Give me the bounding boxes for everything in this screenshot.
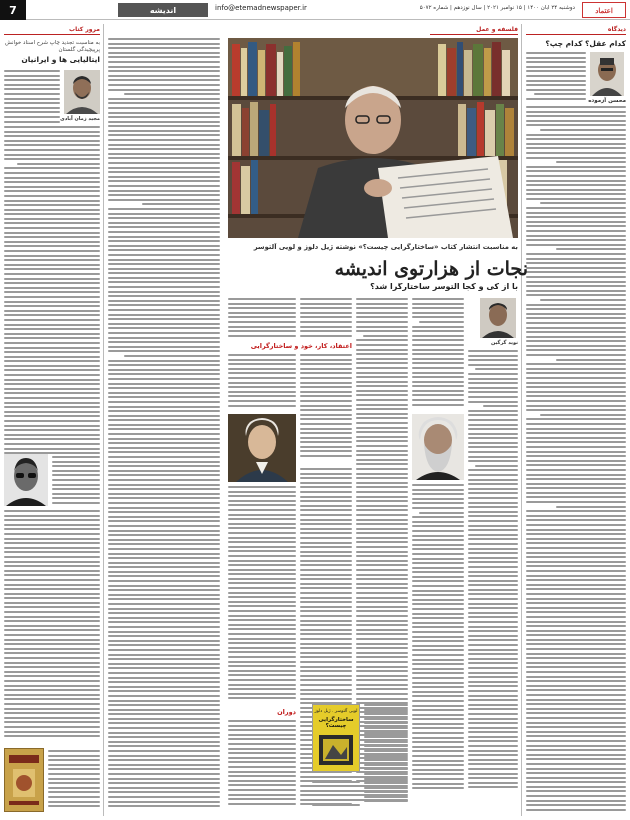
main-text bbox=[468, 350, 518, 810]
left-book-cover bbox=[4, 748, 44, 812]
left-column-text bbox=[48, 750, 100, 812]
page-number: 7 bbox=[0, 0, 26, 20]
left-author-photo bbox=[64, 70, 100, 114]
byline: نوید گرگین bbox=[491, 340, 518, 346]
column-divider bbox=[521, 24, 522, 816]
marx-photo bbox=[412, 414, 464, 480]
main-text bbox=[228, 354, 296, 412]
book-cover-author: لویی آلتوسر . ژیل دلوز bbox=[314, 709, 358, 714]
kant-portrait bbox=[228, 414, 296, 482]
left-column-author: مجید زمان آبادی bbox=[60, 116, 100, 122]
newspaper-logo: اعتماد bbox=[582, 2, 626, 18]
main-text bbox=[312, 776, 360, 810]
main-text bbox=[300, 298, 352, 340]
right-column-title: کدام عقل؟ کدام چپ؟ bbox=[545, 40, 626, 48]
main-headline: نجات از هزارتوی اندیشه bbox=[334, 258, 528, 280]
sub-section-heading: دوران bbox=[277, 708, 296, 716]
page-header bbox=[0, 0, 630, 20]
main-text bbox=[300, 354, 352, 464]
book-cover-title: ساختارگرایی چیست؟ bbox=[318, 717, 354, 729]
left-column-text bbox=[4, 126, 100, 456]
right-column-text bbox=[526, 106, 626, 812]
right-column-author: محسن آزموده bbox=[588, 98, 626, 104]
right-column-label: دیدگاه bbox=[526, 26, 626, 35]
main-kicker: به مناسبت انتشار کتاب «ساختارگرایی چیست؟» نوشته ژیل دلوز و لویی آلتوسر bbox=[253, 243, 518, 251]
main-text bbox=[364, 704, 408, 810]
byline-photo bbox=[480, 298, 516, 338]
main-section-label: فلسفه و عمل bbox=[430, 26, 518, 35]
middle-column-text bbox=[108, 38, 220, 810]
right-column-text bbox=[526, 52, 586, 104]
column-divider bbox=[103, 24, 104, 816]
book-cover bbox=[312, 704, 360, 772]
main-photo bbox=[228, 38, 518, 238]
left-portrait bbox=[4, 454, 48, 506]
left-column-text bbox=[4, 70, 60, 126]
left-column-label: مرور کتاب bbox=[4, 26, 100, 35]
main-subhead: با از کی و کجا آلتوسر ساختارگرا شد؟ bbox=[370, 283, 518, 291]
dateline: دوشنبه ۲۴ آبان ۱۴۰۰ | ۱۵ نوامبر ۲۰۲۱ | سال نوزدهم | شماره ۵۰۷۲ bbox=[419, 5, 575, 11]
author-photo bbox=[590, 52, 624, 96]
left-column-text bbox=[4, 510, 100, 746]
left-column-text bbox=[52, 456, 100, 508]
email-link[interactable]: info@etemadnewspaper.ir bbox=[215, 4, 307, 12]
left-column-title: ایتالیایی ها و ایرانیان bbox=[21, 56, 100, 64]
main-text bbox=[228, 486, 296, 706]
main-text bbox=[412, 484, 464, 810]
main-text bbox=[228, 298, 296, 340]
left-column-kicker: به مناسبت تجدید چاپ شرح اسناد خوانش پرپیچیدگی گلستان bbox=[5, 40, 100, 53]
main-text bbox=[228, 720, 296, 810]
main-text bbox=[412, 298, 464, 410]
section-title: اندیشه bbox=[118, 3, 208, 17]
sub-section-heading: اعتقاد، کار، خود و ساختارگرایی bbox=[250, 342, 352, 350]
